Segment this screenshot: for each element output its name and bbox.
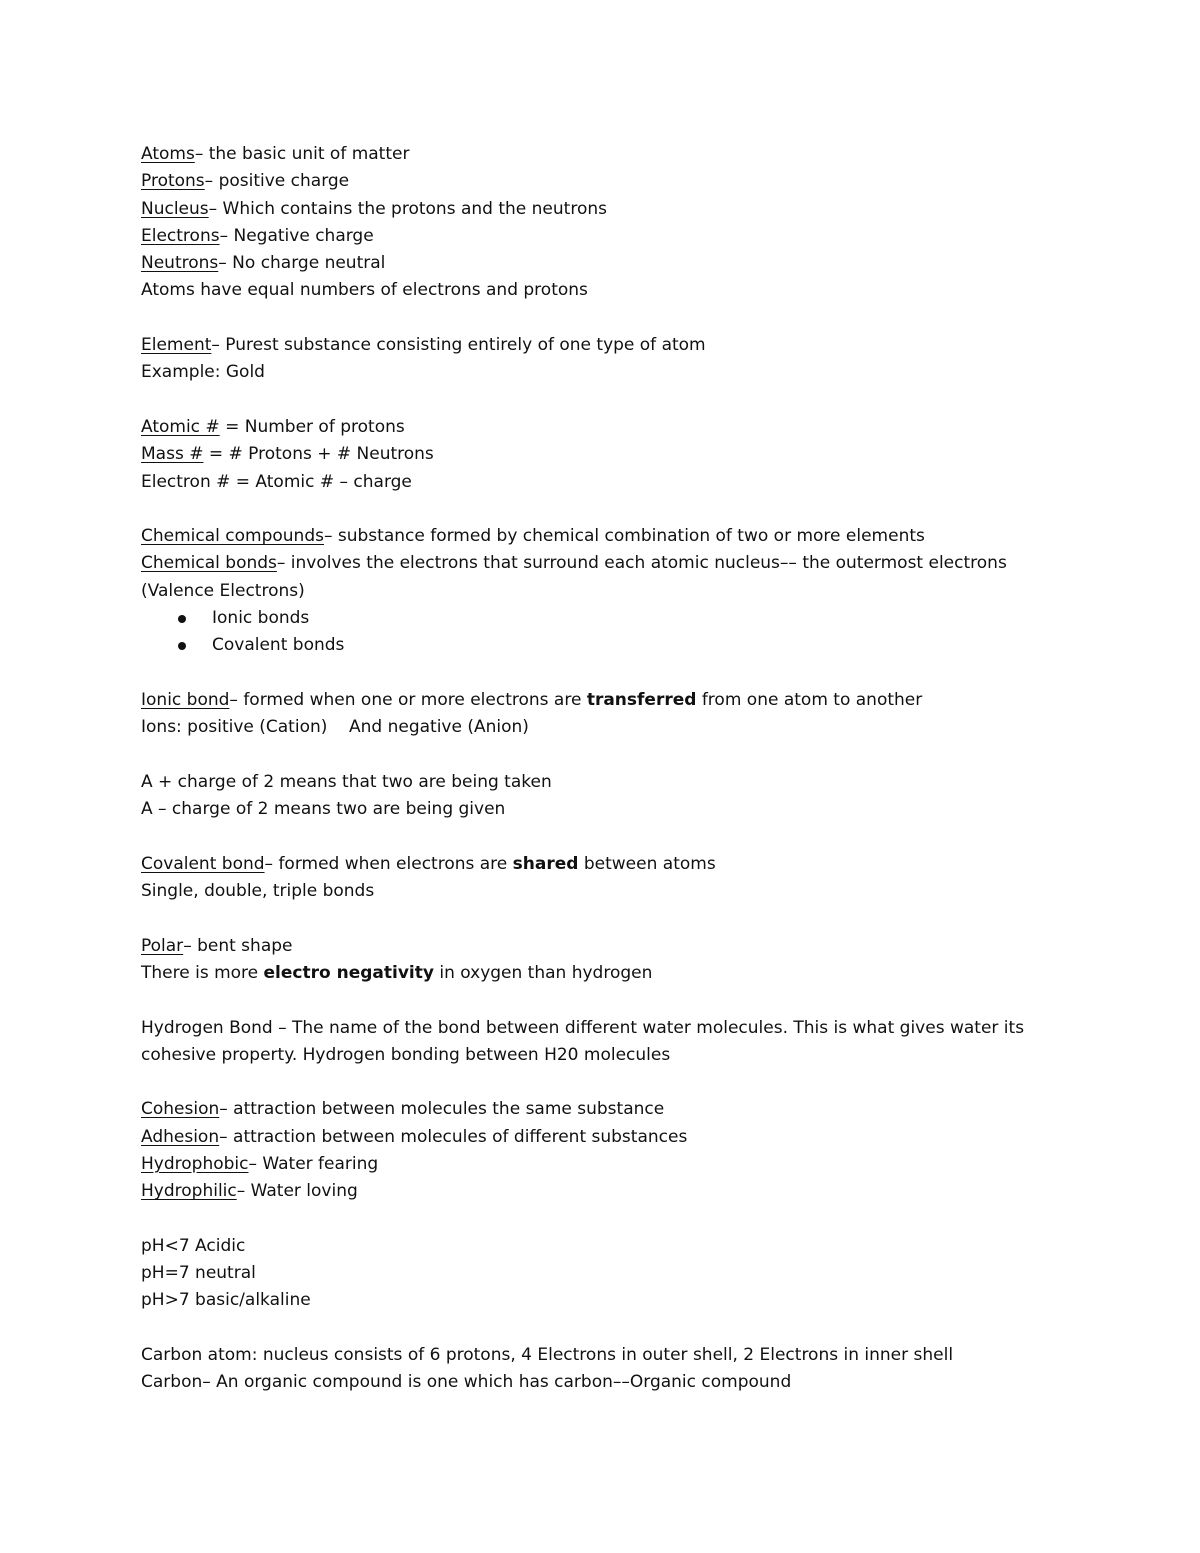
list-item — [141, 632, 1061, 659]
term: Electrons — [141, 225, 220, 246]
definition-text: – Purest substance consisting entirely of one type of atom — [211, 335, 706, 356]
definition-atoms — [141, 141, 1061, 168]
definition-hydrophilic — [141, 1178, 1061, 1205]
definition-text: – positive charge — [204, 171, 350, 192]
definition-protons — [141, 168, 1061, 195]
definition-hydrophobic — [141, 1151, 1061, 1178]
charge-negative: A – charge of 2 means two are being given — [141, 799, 506, 820]
carbon-atom-note: Carbon atom: nucleus consists of 6 protons, 4 Electrons in outer shell, 2 Electrons in inner shell — [141, 1345, 954, 1366]
spacer — [141, 496, 1061, 523]
spacer — [141, 742, 1061, 769]
spacer — [141, 987, 1061, 1014]
term: Element — [141, 335, 212, 356]
definition-text: = # Protons + # Neutrons — [203, 444, 434, 465]
mass-number — [141, 441, 1061, 468]
term: Protons — [141, 171, 205, 192]
hydrogen-bond-note: Hydrogen Bond – The name of the bond between different water molecules. This is what gives water its cohesive property. Hydrogen bonding between H20 molecules — [141, 1017, 1025, 1065]
term: Adhesion — [141, 1126, 220, 1147]
definition-ionic-bond — [141, 687, 1061, 714]
spacer — [141, 905, 1061, 932]
atoms-note: Atoms have equal numbers of electrons and protons — [141, 280, 588, 301]
definition-text: – Water fearing — [248, 1153, 379, 1174]
definition-text: – attraction between molecules of different substances — [219, 1126, 688, 1147]
term: Covalent bond — [141, 853, 265, 874]
term: Cohesion — [141, 1099, 220, 1120]
definition-text: – involves the electrons that surround each atomic nucleus–– the outermost electrons (Valence Electrons) — [141, 553, 1007, 601]
bullet-icon — [178, 642, 186, 650]
spacer — [141, 660, 1061, 687]
note-text: There is more — [141, 962, 264, 983]
ions-note: Ions: positive (Cation) And negative (Anion) — [141, 717, 529, 738]
term: Nucleus — [141, 198, 209, 219]
definition-text: – formed when one or more electrons are — [229, 689, 587, 710]
ph-basic: pH>7 basic/alkaline — [141, 1290, 311, 1311]
definition-text: – bent shape — [183, 935, 293, 956]
term: Hydrophobic — [141, 1153, 249, 1174]
definition-text: – substance formed by chemical combination of two or more elements — [323, 526, 925, 547]
list-item-label: Ionic bonds — [212, 608, 310, 629]
term: Chemical compounds — [141, 526, 324, 547]
emphasis: electro negativity — [263, 962, 434, 983]
definition-text: – Negative charge — [219, 225, 374, 246]
bond-types-list — [141, 605, 1061, 660]
document-page — [141, 141, 1061, 1397]
list-item — [141, 605, 1061, 632]
electronegativity-note — [141, 960, 1061, 987]
definition-chemical-bonds — [141, 550, 1061, 605]
definition-text: – attraction between molecules the same substance — [219, 1099, 665, 1120]
definition-electrons — [141, 223, 1061, 250]
term: Ionic bond — [141, 689, 230, 710]
definition-text: – the basic unit of matter — [194, 144, 410, 164]
definition-text: from one atom to another — [696, 689, 923, 710]
note-text: in oxygen than hydrogen — [433, 962, 653, 983]
definition-nucleus — [141, 196, 1061, 223]
spacer — [141, 1069, 1061, 1096]
spacer — [141, 1315, 1061, 1342]
definition-neutrons — [141, 250, 1061, 277]
definition-text: – formed when electrons are — [264, 853, 513, 874]
covalent-types: Single, double, triple bonds — [141, 881, 375, 902]
atomic-number — [141, 414, 1061, 441]
term: Atoms — [141, 144, 195, 164]
term: Neutrons — [141, 253, 219, 274]
term: Atomic # — [141, 416, 220, 437]
definition-text: – No charge neutral — [218, 253, 386, 274]
list-item-label: Covalent bonds — [212, 635, 345, 656]
emphasis: shared — [512, 853, 579, 874]
definition-polar — [141, 933, 1061, 960]
definition-cohesion — [141, 1096, 1061, 1123]
carbon-organic-note: Carbon– An organic compound is one which has carbon––Organic compound — [141, 1372, 792, 1393]
definition-element — [141, 332, 1061, 359]
definition-adhesion — [141, 1124, 1061, 1151]
spacer — [141, 305, 1061, 332]
charge-positive: A + charge of 2 means that two are being taken — [141, 771, 552, 792]
definition-text: – Water loving — [236, 1181, 358, 1202]
definition-text: between atoms — [578, 853, 716, 874]
ph-acidic: pH<7 Acidic — [141, 1235, 246, 1256]
term: Polar — [141, 935, 184, 956]
spacer — [141, 823, 1061, 850]
spacer — [141, 1206, 1061, 1233]
definition-text: = Number of protons — [219, 416, 405, 437]
emphasis: transferred — [586, 689, 697, 710]
ph-neutral: pH=7 neutral — [141, 1263, 256, 1284]
definition-covalent-bond — [141, 851, 1061, 878]
spacer — [141, 387, 1061, 414]
term: Chemical bonds — [141, 553, 277, 574]
term: Mass # — [141, 444, 204, 465]
bullet-icon — [178, 615, 186, 623]
definition-text: – Which contains the protons and the neutrons — [208, 198, 607, 219]
element-example: Example: Gold — [141, 362, 265, 383]
definition-chemical-compounds — [141, 523, 1061, 550]
electron-number: Electron # = Atomic # – charge — [141, 471, 412, 492]
term: Hydrophilic — [141, 1181, 237, 1202]
